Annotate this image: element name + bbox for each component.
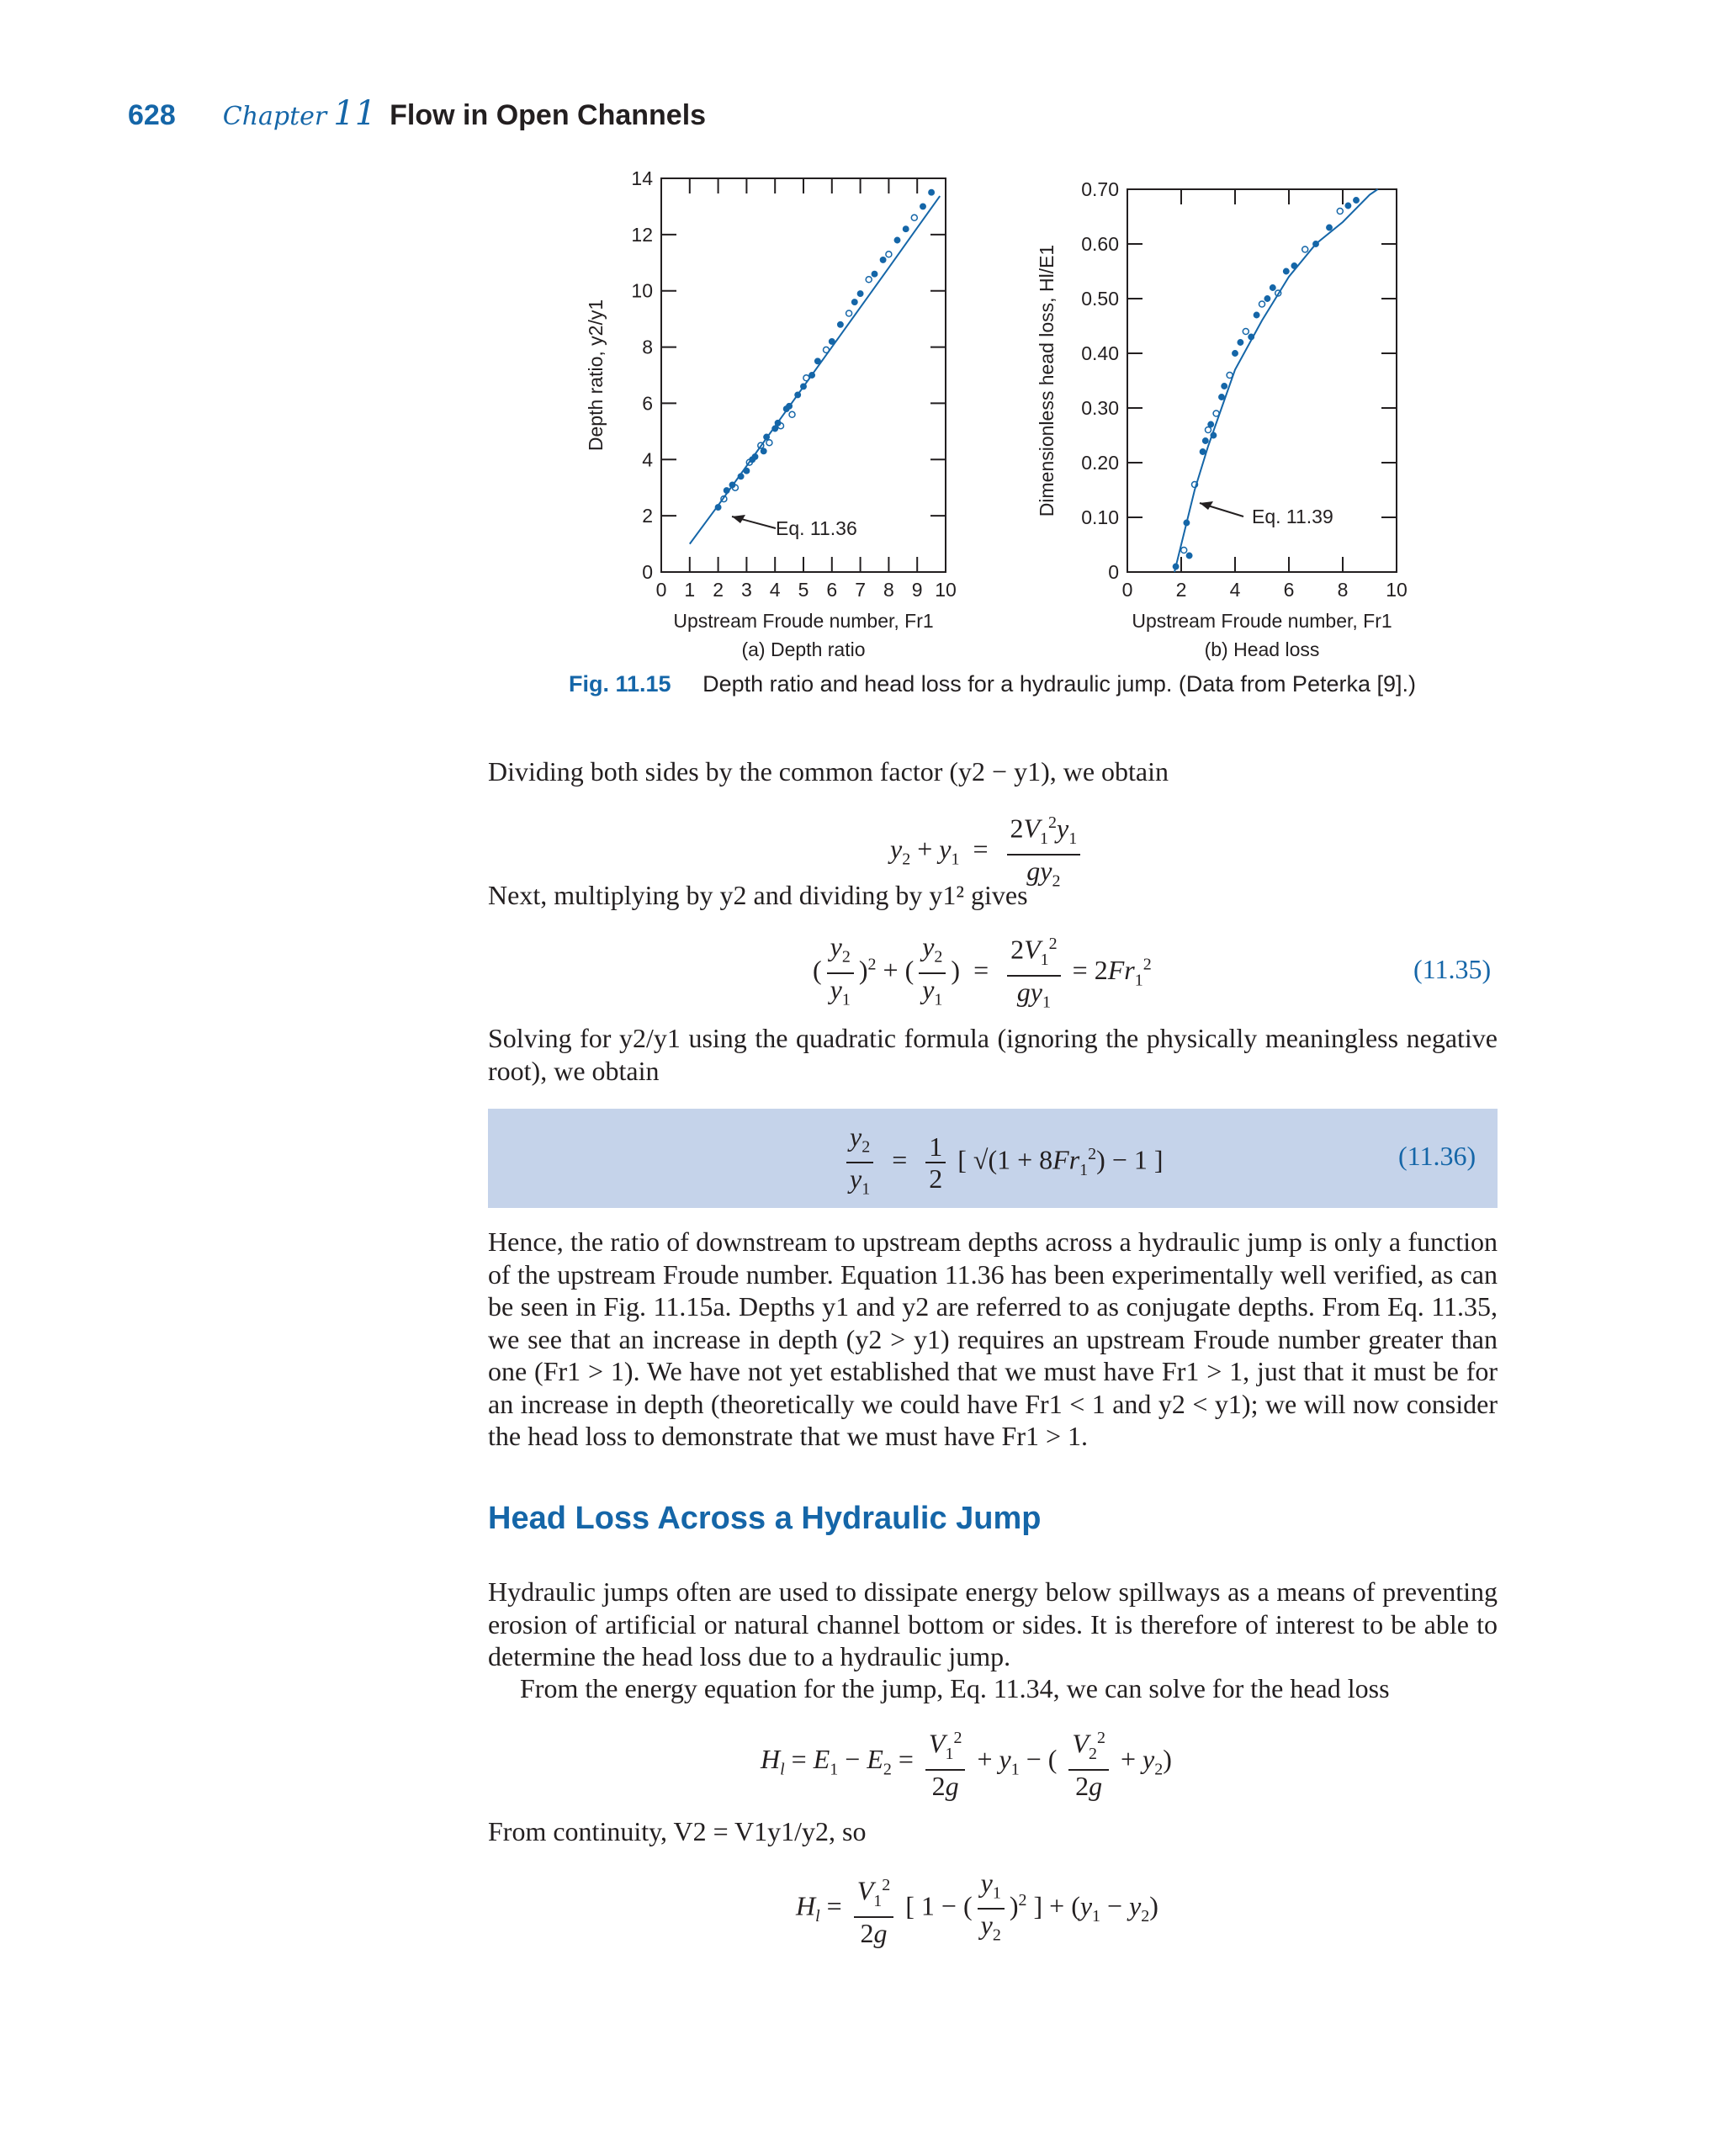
- data-point: [1327, 225, 1332, 230]
- annotation-label: Eq. 11.36: [776, 517, 857, 539]
- figure-caption: [569, 671, 1416, 697]
- figure-caption-label: Fig. 11.15: [569, 671, 671, 697]
- y-tick-label: 0.30: [1081, 397, 1119, 419]
- x-tick-label: 10: [935, 579, 957, 601]
- data-point: [1222, 384, 1227, 389]
- paragraph-4: Hence, the ratio of downstream to upstream depths across a hydraulic jump is only a function of the upstream Froude number. Equation 11.36 has been experimentally well verified, as can be seen in Fig. 11.15a. Depths y1 and y2 are referred to as conjugate depths. From Eq. 11.35, we see that an increase in depth (y2 > y1) requires an upstream Froude number greater than one (Fr1 > 1). We have not yet established that we must have Fr1 > 1, just that it must be for an increase in depth (theoretically we could have Fr1 < 1 and y2 < y1); we will now consider the head loss to demonstrate that we must have Fr1 > 1.: [488, 1226, 1498, 1451]
- equation-head-loss-continuity: $H_l$ = $\frac{V_1^2}{2g}$ [ 1 − ( $\frac{y_1}{y_2}$ )$^2$ ] + $(y_1 - y_2)$: [796, 1867, 1158, 1948]
- x-tick-label: 7: [855, 579, 866, 601]
- y-tick-label: 0.60: [1081, 233, 1119, 255]
- x-tick-label: 9: [911, 579, 923, 601]
- data-point: [886, 252, 892, 257]
- equation-11-35: ( $\frac{y_2}{y_1}$ )$^2$ + ( $\frac{y_2}{y_1}$ ) = $\frac{2V_1^2}{gy_1}$ = $2Fr_1^2$: [813, 929, 1152, 1017]
- data-point: [904, 226, 909, 231]
- y-tick-label: 0.10: [1081, 506, 1119, 528]
- data-point: [1200, 449, 1205, 454]
- y-axis-label: Dimensionless head loss, Hl/E1: [1036, 244, 1058, 517]
- data-point: [1243, 329, 1249, 335]
- chart-subtitle: (a) Depth ratio: [741, 638, 866, 660]
- chapter-word: Chapter: [222, 102, 327, 131]
- equation-11-36: $\frac{y_2}{y_1}$ = $\frac{1}{2}$ [ $√(1 + 8Fr_1^2) - 1$ ]: [841, 1121, 1164, 1205]
- data-point: [1264, 296, 1270, 301]
- data-point: [920, 204, 925, 209]
- data-point: [789, 411, 795, 417]
- data-point: [846, 310, 852, 316]
- x-tick-label: 10: [1386, 579, 1408, 601]
- paragraph-5: Hydraulic jumps often are used to dissipate energy below spillways as a means of preventing erosion of artificial or natural channel bottom or sides. It is therefore of interest to be able to determine the head loss due to a hydraulic jump.: [488, 1576, 1498, 1671]
- paragraph-3: Solving for y2/y1 using the quadratic formula (ignoring the physically meaningless negative root), we obtain: [488, 1023, 1498, 1086]
- data-point: [1238, 340, 1243, 345]
- y-tick-label: 6: [642, 392, 653, 415]
- data-point: [852, 299, 857, 305]
- figure-caption-text: Depth ratio and head loss for a hydraulic jump. (Data from Peterka [9].): [702, 671, 1416, 697]
- data-point: [1254, 312, 1259, 317]
- fit-curve: [690, 196, 940, 543]
- paragraph-1: Dividing both sides by the common factor (y2 − y1), we obtain: [488, 756, 1169, 787]
- equation-y2-plus-y1: $y_2 + y_1$ = $\frac{2V_1^2y_1}{gy_2}$: [890, 808, 1085, 896]
- y-tick-label: 0.50: [1081, 288, 1119, 310]
- page-number: 628: [128, 99, 176, 131]
- paragraph-2: Next, multiplying by y2 and dividing by y1² gives: [488, 880, 1028, 910]
- data-point: [872, 272, 877, 277]
- data-point: [1219, 395, 1224, 400]
- x-tick-label: 1: [684, 579, 696, 601]
- data-point: [1354, 198, 1359, 203]
- y-tick-label: 0.20: [1081, 452, 1119, 474]
- y-tick-label: 8: [642, 336, 653, 358]
- data-point: [838, 322, 843, 327]
- x-tick-label: 2: [713, 579, 724, 601]
- paragraph-7: From continuity, V2 = V1y1/y2, so: [488, 1816, 867, 1846]
- x-axis-label: Upstream Froude number, Fr1: [673, 610, 934, 632]
- x-tick-label: 4: [769, 579, 781, 601]
- data-point: [1233, 351, 1238, 356]
- data-point: [880, 257, 885, 262]
- data-point: [1284, 268, 1289, 273]
- x-tick-label: 5: [798, 579, 809, 601]
- annotation-label: Eq. 11.39: [1252, 506, 1333, 527]
- x-tick-label: 2: [1175, 579, 1187, 601]
- data-point: [866, 277, 872, 283]
- y-axis-label: Depth ratio, y2/y1: [585, 299, 607, 452]
- annotation-arrowhead: [1200, 501, 1213, 510]
- data-point: [1270, 285, 1275, 290]
- data-point: [761, 448, 766, 453]
- equation-head-loss-energy: $H_l = E_1 - E_2$ = $\frac{V_1^2}{2g}$ + $y_1$ − ( $\frac{V_2^2}{2g}$ + $y_2$): [761, 1723, 1172, 1801]
- equation-number-11-36: (11.36): [1398, 1141, 1476, 1171]
- y-tick-label: 4: [642, 448, 653, 471]
- paragraph-6: From the energy equation for the jump, Eq. 11.34, we can solve for the head loss: [520, 1673, 1390, 1703]
- x-tick-label: 3: [741, 579, 752, 601]
- y-tick-label: 0.70: [1081, 178, 1119, 200]
- data-point: [1302, 246, 1308, 252]
- x-tick-label: 4: [1229, 579, 1241, 601]
- figure-11-15: [0, 0, 1723, 673]
- data-point: [857, 291, 862, 296]
- y-tick-label: 2: [642, 505, 653, 527]
- y-tick-label: 14: [631, 167, 653, 189]
- y-tick-label: 0: [1108, 561, 1119, 583]
- y-tick-label: 0.40: [1081, 342, 1119, 364]
- data-point: [1337, 209, 1343, 215]
- chart-depth-ratio: [585, 167, 957, 660]
- plot-frame: [661, 178, 946, 572]
- x-tick-label: 8: [1337, 579, 1349, 601]
- x-tick-label: 0: [1121, 579, 1133, 601]
- chart-head-loss: [1036, 178, 1408, 660]
- section-heading: Head Loss Across a Hydraulic Jump: [488, 1501, 1042, 1536]
- data-point: [1181, 548, 1187, 554]
- chapter-number: 11: [333, 94, 377, 133]
- y-tick-label: 0: [642, 561, 653, 583]
- data-point: [929, 190, 934, 195]
- data-point: [1206, 427, 1211, 433]
- data-point: [894, 237, 899, 242]
- data-point: [1203, 438, 1208, 443]
- x-tick-label: 6: [1283, 579, 1295, 601]
- x-tick-label: 0: [655, 579, 667, 601]
- data-point: [766, 440, 772, 446]
- data-point: [1259, 301, 1265, 307]
- equation-number-11-35: (11.35): [1413, 954, 1492, 984]
- data-point: [1345, 203, 1350, 208]
- x-tick-label: 8: [883, 579, 894, 601]
- y-tick-label: 12: [631, 223, 653, 246]
- data-point: [911, 215, 917, 220]
- chart-subtitle: (b) Head loss: [1204, 638, 1320, 660]
- x-tick-label: 6: [826, 579, 838, 601]
- data-point: [1186, 553, 1191, 558]
- y-tick-label: 10: [631, 279, 653, 302]
- data-point: [1208, 421, 1213, 426]
- x-axis-label: Upstream Froude number, Fr1: [1132, 610, 1392, 632]
- chapter-title: Flow in Open Channels: [390, 99, 707, 131]
